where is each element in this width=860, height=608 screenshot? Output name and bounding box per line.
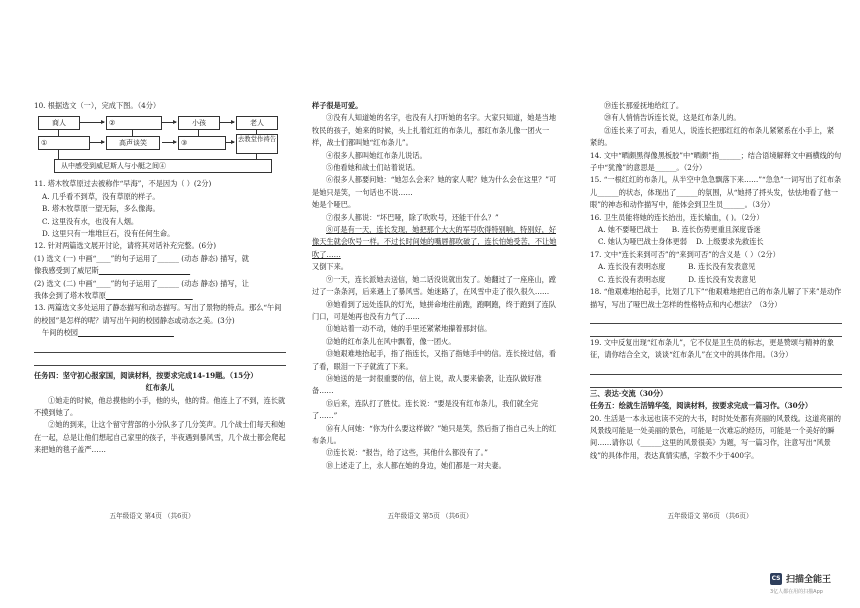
article-line: ⑫她的红布条儿在风中飘着，像一团火。 — [326, 336, 456, 346]
diagram-arrow — [220, 122, 234, 123]
article-line: 紧的。 — [590, 138, 612, 148]
diagram-arrow — [80, 122, 104, 123]
option-a: A. 连长没有表明态度 — [598, 262, 666, 272]
article-line: 她是个哑巴。 — [312, 200, 356, 210]
article-line: ⑨一天，连长派她去送信，她二话没说就出发了。她翻过了一座座山，蹚过了一条条河，后来遇上了暴风雪。她迷路了，在风雪中走了很久很久…… — [312, 274, 557, 297]
question-12-1: (1) 选文 (一) 中画“____”的句子运用了______ (动态 静态) 描写，就 — [34, 253, 249, 263]
exam-page-5 — [312, 100, 562, 520]
diagram-box-blank-1: ① — [38, 136, 90, 150]
exam-page-4 — [34, 100, 286, 520]
q16-options-row — [590, 236, 842, 248]
question-16: 16. 卫生员能将她的连长抬出，连长输血，( )。（2分） — [590, 212, 764, 222]
question-13-prompt: 午间的校园 — [42, 328, 78, 338]
diagram-box-summary: 从中感受到威尼斯人与小艇之间④ — [54, 159, 272, 173]
answer-line — [590, 362, 842, 375]
section-3-heading: 三、表达·交流（30分） — [590, 388, 668, 398]
camscanner-name: 扫描全能王 — [786, 575, 832, 585]
article-line: ⑯有人问她：“你为什么要这样做？”她只是笑，然后指了指自己头上的红布条儿。 — [312, 423, 557, 445]
article-line: ⑳有人悄悄告诉连长说，这是红布条儿的。 — [604, 113, 741, 123]
diagram-box-church: 去教堂作祷告 — [236, 134, 278, 154]
q17-options-row — [590, 274, 842, 286]
answer-line — [590, 375, 842, 388]
article-line-underlined: ⑧可是有一天，连长发现，她把那个大大的军号吹得特别响，特别好，好像天生就会吹号一样。不过长时间她的嘴唇都吹破了，连长怕她受苦，不让她吹了…… — [312, 225, 557, 259]
diagram-box-merchant: 商人 — [38, 116, 80, 130]
question-15: 15. “一根红红的布条儿，从半空中急急飘落下来……”“急急”一词写出了红布条儿______的状态，体现出了______的氛围，从“她捋了捋头发，怯怯地看了他一眼”的神态和动作描写中，能体会到卫生员______。（3分） — [590, 175, 842, 210]
option-b: B. 塔木牧草原一望无际，多么像海。 — [42, 204, 160, 214]
camscanner-slogan: 3亿人都在用的扫描App — [770, 589, 823, 595]
option-c: C. 她认为哑巴战士身体更弱 — [598, 237, 687, 247]
diagram-box-child: 小孩 — [178, 116, 220, 130]
article-line: 样子很是可爱。 — [312, 101, 363, 110]
diagram-box-laugh: 高声谈笑 — [106, 136, 160, 150]
article-line: ⑱上述走了上，永人都在她的身边，她们都是一对夫妻。 — [326, 460, 506, 470]
option-b: B. 连长没有发表意见 — [688, 262, 756, 272]
option-d: D. 这里只有一堆堆巨石，没有任何生命。 — [42, 229, 175, 239]
question-12-2: (2) 选文 (二) 中画“____”的句子运用了______ (动态 静态) 描写，让 — [34, 278, 249, 288]
question-12-1-cont: 像我感受到了威尼斯 — [34, 266, 99, 276]
diagram-arrow — [162, 122, 176, 123]
question-18: 18. “他艰难地抬起手，比划了几下”“他艰难地把自己的布条儿解了下来”是动作描写，写出了哑巴战士怎样的性格特点和内心想法？（3分） — [590, 287, 842, 309]
page-footer-6: 五年级语文 第6页 （共6页） — [667, 512, 753, 520]
question-19: 19. 文中反复出现“红布条儿”，它不仅是卫生员的标志，更是赞颂与精神的象征，请你结合全文，谈谈“红布条儿”在文中的具体作用。（3分） — [590, 337, 834, 360]
article-line: ⑰连长说：“报告，给了这些，其他什么都没有了。” — [326, 448, 488, 458]
question-12: 12. 针对两篇选文展开讨论，请将其对话补充完整。(6分) — [34, 241, 217, 251]
article-line: ③没有人知道她的名字，也没有人打听她的名字。大家只知道，她是当地牧民的孩子，她来的时候，头上扎着红红的布条儿，那红布条儿像一团火一样，战士们都叫她“红布条儿”。 — [312, 113, 557, 148]
article-line: ⑪她站着一动不动，她的手里还紧紧地攥着那封信。 — [326, 324, 492, 334]
answer-line — [34, 340, 286, 353]
answer-line — [590, 324, 842, 337]
article-line: ⑭她送的是一封很重要的信，信上说，敌人要来偷袭，让连队做好准备…… — [312, 373, 542, 396]
article-line: ⑩她看到了远处连队的灯光，她拼命地往前跑，跑啊跑，终于跑到了连队门口，可是她再也没有力气了…… — [312, 299, 557, 321]
article-line: ㉑连长来了可去，看见人，说连长把那红红的布条儿紧紧系在小手上，紧 — [604, 125, 835, 135]
question-10-diagram — [34, 114, 286, 176]
exam-page-6 — [590, 100, 842, 520]
task-4-heading: 任务四：坚守初心报家国，阅读材料，按要求完成14-19题。（15分） — [34, 370, 258, 380]
article-line: ⑬她艰难地抬起手，指了指连长，又指了指她手中的信。连长接过信，看了看，眼泪一下子就流了下来。 — [312, 349, 557, 371]
option-c: C. 连长没有表明态度 — [598, 274, 666, 284]
article-line: ⑤他看她和战士们站着说话。 — [326, 163, 420, 173]
option-a: A. 几乎看不到草，没有草原的样子。 — [42, 191, 160, 201]
q17-options-row — [590, 261, 842, 273]
article-line: ⑲连长那爱抚地给红了。 — [604, 101, 684, 110]
option-d: D. 连长没有发表意见 — [688, 274, 756, 284]
diagram-box-blank-2: ② — [106, 116, 162, 130]
article-line: 又倒下来。 — [312, 262, 348, 272]
question-13: 13. 两篇选文多处运用了静态描写和动态描写。写出了景物的特点。那么“午间的校园”是怎样的呢？请写出午间的校园静态或动态之美。(3分) — [34, 303, 282, 325]
diagram-box-blank-3: ③ — [178, 136, 226, 150]
article-title: 红布条儿 — [145, 383, 175, 393]
question-14: 14. 文中“晒颇黑得像黑板胶”中“晒颇”指______；结合语境解释文中画横线的句子中“犹豫”的意思是______。（2分） — [590, 150, 842, 173]
page-footer-5: 五年级语文 第5页 （共6页） — [387, 512, 473, 520]
option-c: C. 这里没有水，也没有人烟。 — [42, 216, 139, 226]
question-12-2-cont: 我体会到了塔木牧草原 — [34, 291, 106, 301]
article-line: ④很多人都叫她红布条儿说话。 — [326, 150, 427, 160]
article-line: ⑦很多人都说：“坏巴哑，除了吹吹号，还能干什么？” — [326, 212, 499, 222]
answer-line — [590, 311, 842, 324]
article-line: ⑥很多人都要问她：“她怎么会来？她的家人呢？她为什么会在这里？”可是她只是笑，一句话也不说…… — [312, 175, 557, 197]
option-d: D. 上级要求先救连长 — [696, 237, 764, 247]
article-line: ⑮后来，连队打了胜仗。连长说：“要是没有红布条儿，我们就全完了……” — [312, 398, 539, 421]
camscanner-logo-icon: CS — [770, 573, 782, 585]
question-10: 10. 根据选文（一），完成下图。（4分） — [34, 101, 161, 110]
q16-options-row — [590, 224, 842, 236]
option-a: A. 她不要哑巴战士 — [598, 225, 659, 235]
task-5-heading: 任务五：绘就生活锦华笺，阅读材料，按要求完成一篇习作。（30分） — [590, 401, 813, 411]
article-paragraph-2: ②她的到来，让这个留守营部的小分队多了几分笑声。几个战士们每天和她在一起，总是让他们想起自己家里的孩子，半夜遇到暴风雪，几个战士都会爬起来把她的毯子盖严…… — [34, 420, 286, 455]
article-paragraph-1: ①她走的时候，他总摸他的小手，他的头，他的背。他连上了不到，连长就不摸到她了。 — [34, 395, 286, 417]
option-b: B. 连长伤势更重且深度昏迷 — [671, 225, 761, 235]
question-20: 20. 生活是一本永远也读不完的大书，时时处处都有亮丽的风景线。这道亮丽的风景线可能是一处美丽的景色，可能是一次难忘的经历，可能是一个美好的瞬间……请你以《______这里的风景很美》为题，写一篇习作，注意写出“风景线”的具体作用，表达真情实感，字数不少于400字。 — [590, 413, 841, 460]
answer-line — [34, 353, 286, 366]
question-11: 11. 塔木牧草原过去被称作“早海”，不是因为（ ）(2分) — [34, 179, 212, 189]
diagram-box-elder: 老人 — [236, 116, 278, 130]
page-footer-4: 五年级语文 第4页 （共6页） — [109, 512, 195, 520]
question-17: 17. 文中“连长来到可否”的“来到可否”的含义是（ ）（2分） — [590, 249, 780, 259]
